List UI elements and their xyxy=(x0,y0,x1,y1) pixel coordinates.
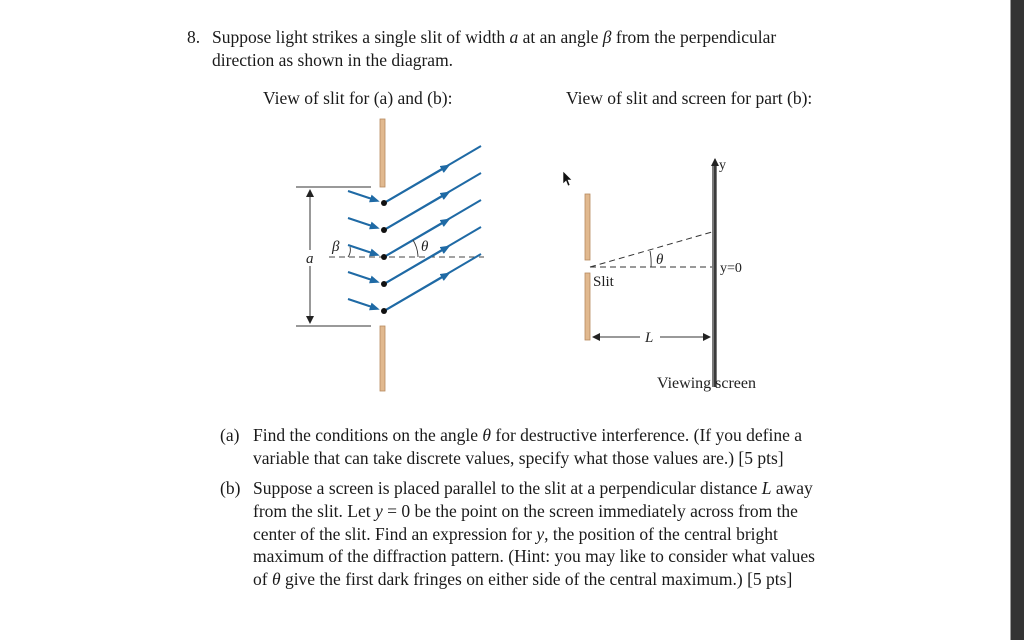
y-origin-label: y=0 xyxy=(720,261,742,276)
text: Suppose light strikes a single slit of width xyxy=(212,27,510,47)
intro-line-2: direction as shown in the diagram. xyxy=(212,50,454,70)
math-theta: θ xyxy=(482,425,492,445)
beta-arc xyxy=(348,247,350,257)
theta-arc xyxy=(650,251,651,267)
math-y: y xyxy=(375,501,383,521)
part-a-line-1 xyxy=(253,424,802,447)
text: from the perpendicular xyxy=(611,27,777,47)
light-rays xyxy=(348,146,481,314)
text: at an angle xyxy=(518,27,603,47)
theta-label: θ xyxy=(421,239,429,255)
single-slit-diagram xyxy=(296,119,484,391)
distance-label: L xyxy=(645,330,654,346)
math-theta: θ xyxy=(271,569,281,589)
slit-label: Slit xyxy=(593,274,614,290)
mouse-cursor-icon xyxy=(563,171,572,186)
text: give the first dark fringes on either side of the central maximum.) [5 pts] xyxy=(280,569,793,589)
part-b-line-4: maximum of the diffraction pattern. (Hint: you may like to consider what values xyxy=(253,546,815,566)
math-beta: β xyxy=(602,27,612,47)
text: center of the slit. Find an expression for xyxy=(253,524,537,544)
text: = 0 be the point on the screen immediately across from the xyxy=(382,501,798,521)
text: Suppose a screen is placed parallel to the slit at a perpendicular distance xyxy=(253,478,762,498)
slit-wall-bottom xyxy=(380,326,385,391)
text: , the position of the central bright xyxy=(544,524,778,544)
text: for destructive interference. (If you define a xyxy=(491,425,802,445)
slit-screen-diagram xyxy=(563,158,756,392)
math-a: a xyxy=(509,27,519,47)
part-b-line-3 xyxy=(253,523,778,546)
math-y: y xyxy=(536,524,545,544)
width-label: a xyxy=(306,251,314,267)
slit-wall-bottom xyxy=(585,273,590,340)
slit-wall-top xyxy=(585,194,590,260)
part-b-line-2 xyxy=(253,500,798,523)
theta-label: θ xyxy=(656,252,664,268)
theta-arc xyxy=(413,240,418,257)
part-b-line-1 xyxy=(253,477,813,500)
part-b-label: (b) xyxy=(220,478,241,498)
part-b-line-5 xyxy=(253,568,792,591)
slit-wall-top xyxy=(380,119,385,187)
math-L: L xyxy=(761,478,772,498)
y-axis-label: y xyxy=(719,158,726,173)
screen-label: Viewing screen xyxy=(657,375,756,392)
text: from the slit. Let xyxy=(253,501,375,521)
beta-label: β xyxy=(332,239,340,255)
problem-number: 8. xyxy=(187,27,201,47)
text: Find the conditions on the angle xyxy=(253,425,483,445)
left-figure-caption: View of slit for (a) and (b): xyxy=(263,88,453,108)
text: of xyxy=(253,569,272,589)
right-figure-caption: View of slit and screen for part (b): xyxy=(566,88,813,108)
part-a-line-2: variable that can take discrete values, specify what those values are.) [5 pts] xyxy=(253,448,784,468)
text: away xyxy=(771,478,813,498)
part-a-label: (a) xyxy=(220,425,240,445)
